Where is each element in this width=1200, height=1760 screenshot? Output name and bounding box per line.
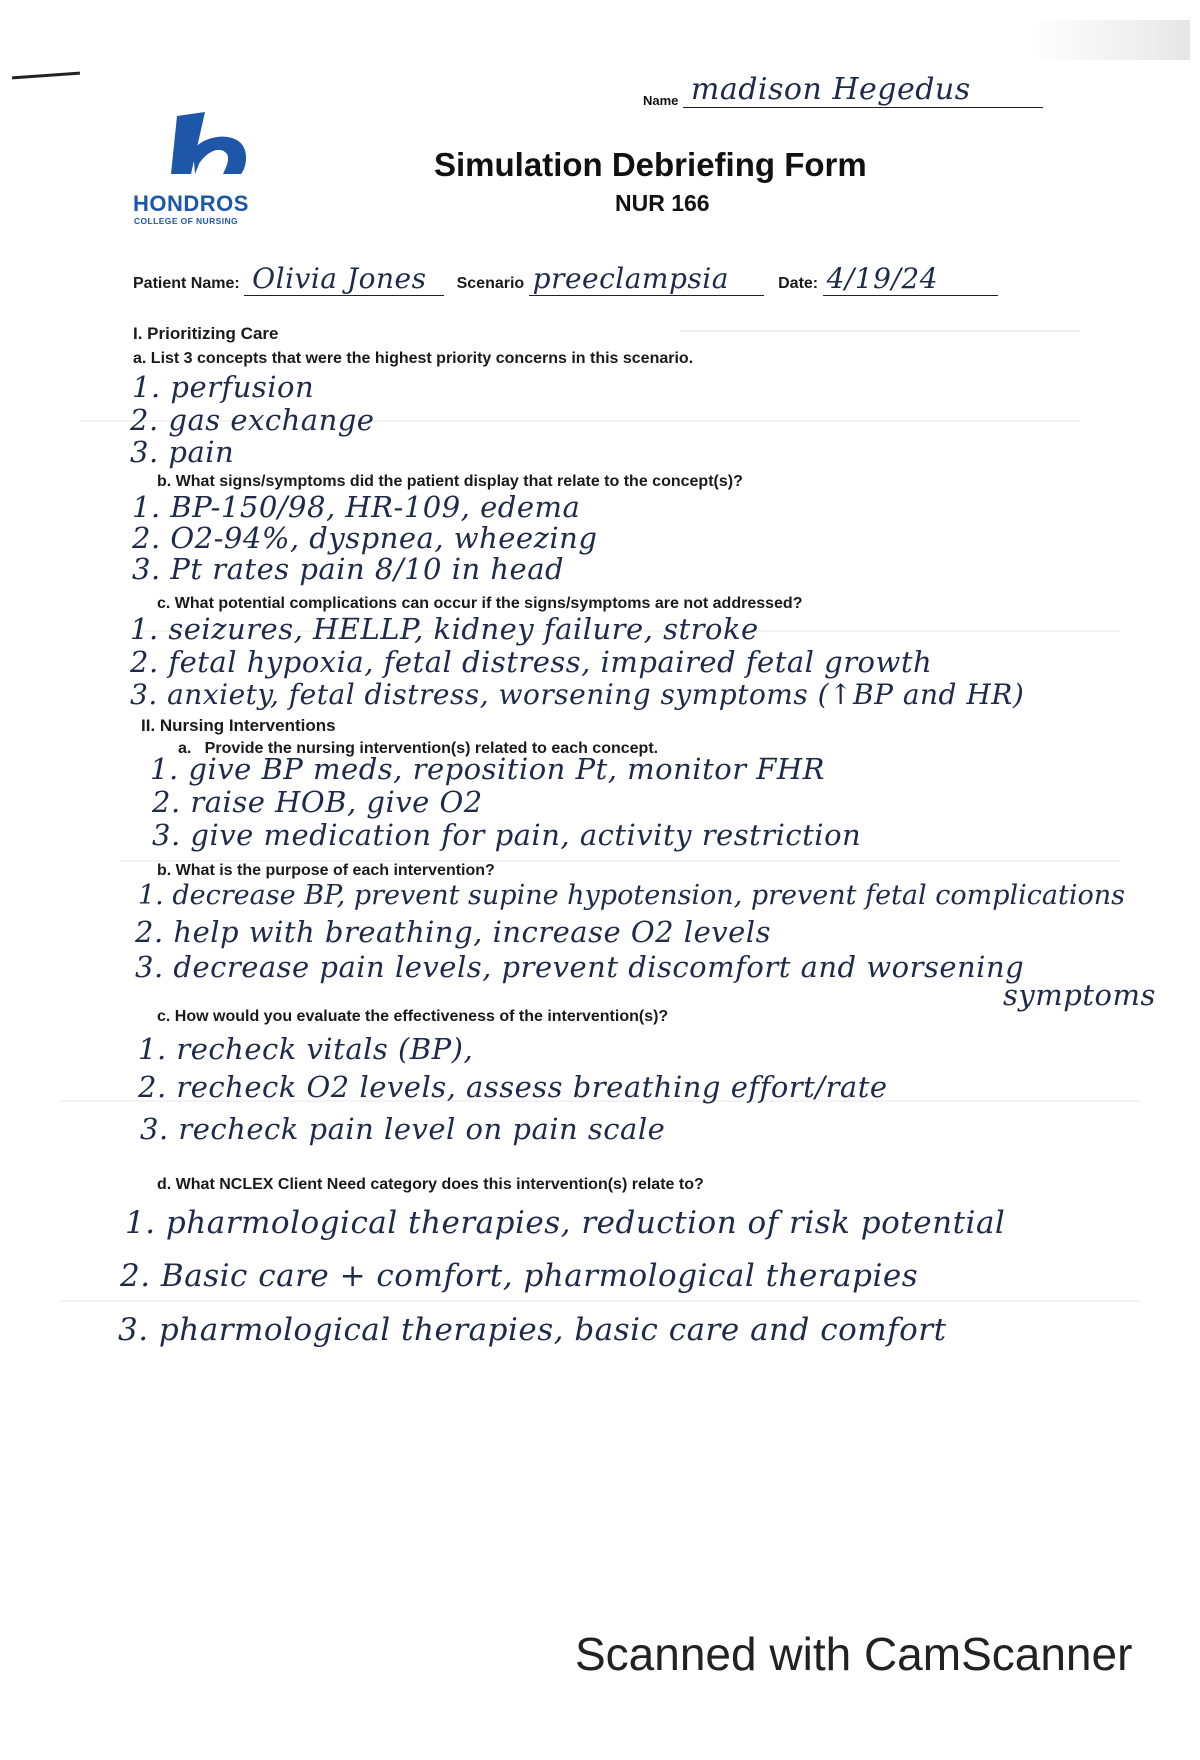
answer-2d-2: 2. Basic care + comfort, pharmological therapies [120,1258,919,1294]
answer-2b-2: 2. help with breathing, increase O2 levels [135,915,771,949]
answer-2c-1: 1. recheck vitals (BP), [138,1032,474,1066]
answer-2a-3: 3. give medication for pain, activity restriction [152,818,862,852]
answer-1c-1: 1. seizures, HELLP, kidney failure, stroke [130,612,759,646]
question-2b: b. What is the purpose of each intervention? [157,862,495,879]
course-code: NUR 166 [615,190,710,216]
name-field [643,72,1043,108]
date-label: Date: [778,275,819,292]
answer-2b-1: 1. decrease BP, prevent supine hypotension, prevent fetal complications [138,880,1125,911]
name-value: madison Hegedus [690,72,971,107]
question-1a: a. List 3 concepts that were the highest priority concerns in this scenario. [133,350,694,367]
question-2d: d. What NCLEX Client Need category does this intervention(s) relate to? [157,1176,704,1193]
answer-2b-3: 3. decrease pain levels, prevent discomfort and worsening [135,950,1025,984]
answer-2c-2: 2. recheck O2 levels, assess breathing effort/rate [138,1070,888,1104]
answer-1a-3: 3. pain [130,435,235,469]
scenario-label: Scenario [456,275,525,292]
answer-2c-3: 3. recheck pain level on pain scale [140,1112,666,1146]
answer-1b-2: 2. O2-94%, dyspnea, wheezing [132,521,598,555]
question-1c: c. What potential complications can occur if the signs/symptoms are not addressed? [157,595,803,612]
date-value: 4/19/24 [826,262,939,295]
question-2a: a. Provide the nursing intervention(s) related to each concept. [178,740,659,757]
answer-1b-3: 3. Pt rates pain 8/10 in head [132,552,565,586]
scan-shadow [1030,20,1190,60]
answer-1b-1: 1. BP-150/98, HR-109, edema [132,490,581,524]
patient-name-value: Olivia Jones [252,262,427,295]
answer-1a-2: 2. gas exchange [130,403,375,437]
question-1b: b. What signs/symptoms did the patient display that relate to the concept(s)? [157,473,743,490]
answer-1a-1: 1. perfusion [132,370,315,404]
answer-2b-3-cont: symptoms [1003,978,1156,1012]
form-title: Simulation Debriefing Form [434,146,867,183]
answer-2a-1: 1. give BP meds, reposition Pt, monitor FHR [150,752,826,786]
answer-2a-2: 2. raise HOB, give O2 [152,785,483,819]
name-label: Name [643,93,679,108]
logo-name: HONDROS [133,191,249,216]
section-1-title: I. Prioritizing Care [133,324,279,343]
answer-2d-1: 1. pharmological therapies, reduction of risk potential [125,1205,1006,1241]
camscanner-watermark: Scanned with CamScanner [575,1628,1133,1680]
patient-row [133,262,998,296]
hondros-logo-icon [165,112,255,190]
patient-name-label: Patient Name: [133,275,240,292]
answer-1c-2: 2. fetal hypoxia, fetal distress, impaired fetal growth [130,645,933,679]
answer-1c-3: 3. anxiety, fetal distress, worsening symptoms (↑BP and HR) [130,678,1025,711]
logo-subtitle: COLLEGE OF NURSING [134,216,239,226]
question-2c: c. How would you evaluate the effectiveness of the intervention(s)? [157,1008,669,1025]
scenario-value: preeclampsia [532,262,729,295]
scan-mark [12,72,80,80]
section-2-title: II. Nursing Interventions [141,716,336,735]
answer-2d-3: 3. pharmological therapies, basic care and comfort [118,1312,947,1348]
